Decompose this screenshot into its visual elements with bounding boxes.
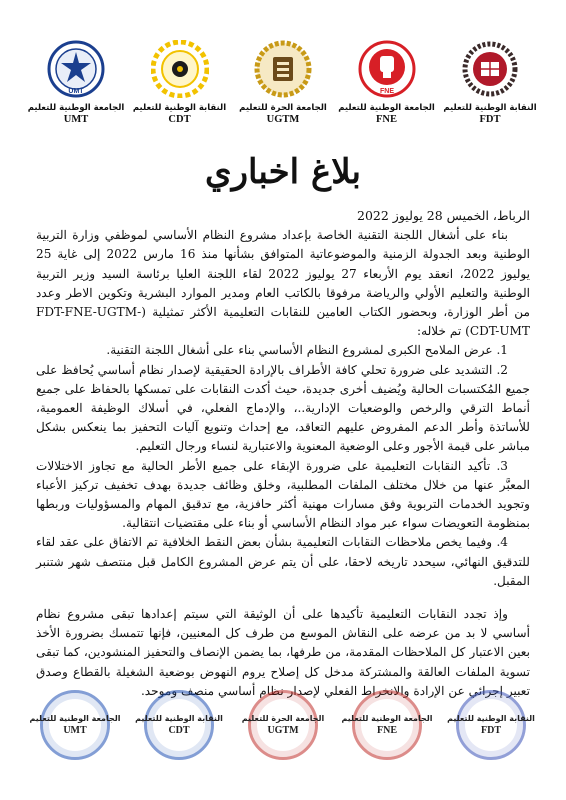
logo-fne-name: الجامعة الوطنية للتعليم xyxy=(338,103,435,113)
logo-umt-name: الجامعة الوطنية للتعليم xyxy=(27,103,125,113)
intro-unions: FDT-FNE-UGTM-CDT-UMT xyxy=(36,305,530,339)
union-logos-header xyxy=(28,40,538,140)
umt-emblem-icon xyxy=(47,40,105,98)
logo-umt xyxy=(28,40,124,140)
logo-cdt-abbr: CDT xyxy=(168,114,191,125)
intro-end: ) تم خلاله: xyxy=(417,324,470,339)
fdt-emblem-icon xyxy=(461,40,519,98)
svg-text:UMT: UMT xyxy=(68,88,84,95)
svg-text:FNE: FNE xyxy=(379,88,394,95)
stamp-cdt-abbr: CDT xyxy=(168,725,190,736)
stamp-ugtm xyxy=(236,688,330,768)
stamp-cdt-name: النقابة الوطنية للتعليم xyxy=(135,714,223,723)
logo-cdt xyxy=(132,40,228,140)
stamp-cdt xyxy=(132,688,226,768)
logo-fne xyxy=(339,40,435,140)
stamp-fdt xyxy=(444,688,538,768)
logo-fne-abbr: FNE xyxy=(376,114,397,125)
logo-fdt-name: النقابة الوطنية للتعليم xyxy=(443,103,537,113)
closing-paragraph: وإذ تجدد النقابات التعليمية تأكيدها على أن الوثيقة التي سيتم إعدادها تبقى مشروع نظام أساسي لا بد من عرضه على النقاش الموسع من طرف كل المعنيين، فإنها تتمسك بضرورة الأخذ بعين الاعتبار كل الملاحظات المقدمة، من طرفها، بما يضمن الإنصاف والتحفيز المنشودين، كما تبقى تسوية الملفات العالقة والمشتركة مدخل كل إصلاح يروم النهوض بوضعية الشغيلة بالقطاع وصدق تعبير إجرائي عن الإرادة والانخراط الفعلي لإصدار نظام أساسي منصف وموحد. xyxy=(36,607,530,698)
cdt-emblem-icon xyxy=(151,40,209,98)
document-title: بلاغ اخباري xyxy=(205,152,361,192)
stamp-umt-name: الجامعة الوطنية للتعليم xyxy=(29,714,121,723)
intro-text: بناء على أشغال اللجنة التقنية الخاصة بإعداد مشروع النظام الأساسي لموظفي وزارة التربية الوطنية وبعد الجدولة الزمنية والموضوعاتية المتوافق بشأنها منذ 16 مارس 2022 إلى غاية 25 يوليوز 2022، انعقد يوم الأربعاء 27 يوليوز 2022 لقاء اللجنة العليا برئاسة السيد وزير التربية الوطنية والتعليم الأولي والرياضة مرفوقا بالكاتب العام ومدير الموارد البشرية وتكوين الاطر وعدد من أطر الوزارة، وبحضور الكتاب العامين للنقابات التعليمية الأكثر تمثيلية ( xyxy=(36,228,530,320)
list-item: 4. وفيما يخص ملاحظات النقابات التعليمية بشأن بعض النقط الخلافية تم الاتفاق على عقد لقاء للتدقيق النهائي، سيحدد تاريخه لاحقا، على أن يتم عرض المشروع الكامل قبل منتصف شهر شتنبر المقبل. xyxy=(36,535,530,588)
logo-umt-abbr: UMT xyxy=(63,114,89,125)
stamp-fdt-abbr: FDT xyxy=(481,725,501,736)
logo-fdt xyxy=(442,40,538,140)
fne-emblem-icon xyxy=(358,40,416,98)
stamp-fne xyxy=(340,688,434,768)
logo-ugtm-name: الجامعة الحرة للتعليم xyxy=(239,103,327,113)
logo-cdt-name: النقابة الوطنية للتعليم xyxy=(132,103,227,113)
list-item: 2. التشديد على ضرورة تحلي كافة الأطراف بالإرادة الحقيقية لإصدار نظام أساسي يُحافظ على جميع المُكتسبات الحالية ويُضيف أخرى جديدة، حيث أكدت النقابات على تمسكها بالحفاظ على جميع أنماط الترقي والرخص والوضعيات الإدارية..، والإدماج الفعلي، في أسلاك الوظيفة العمومية، للأساتذة وأطر الدعم المفروض عليهم التعاقد، مع إحداث وتنويع آليات التحفيز بما ينعكس بشكل مباشر على قيمة الأجور وعلى الوضعية المعنوية والاعتبارية لنساء ورجال التعليم. xyxy=(36,362,530,454)
document-body xyxy=(36,206,530,701)
dateline: الرباط، الخميس 28 يوليوز 2022 xyxy=(357,208,530,223)
stamp-ugtm-abbr: UGTM xyxy=(267,725,299,736)
list-item: 3. تأكيد النقابات التعليمية على ضرورة الإبقاء على جميع الأطر الحالية مع تجاوز الاختلالات المعبَّر عنها من خلال مختلف الملفات المطلبية، وخلق وظائف جديدة بهدف تخفيف تركيز الأعباء وتجويد الخدمات التربوية وفق مسارات مهنية أكثر حافزية، مع تدقيق المهام والمسؤوليات وربطها بمنظومة التعويضات سواء عبر مواد النظام الأساسي أو بناء على مقتضيات انتقالية. xyxy=(36,458,530,531)
stamp-fne-abbr: FNE xyxy=(377,725,397,736)
stamp-fdt-name: النقابة الوطنية للتعليم xyxy=(447,714,535,723)
stamp-umt-abbr: UMT xyxy=(63,725,87,736)
ugtm-emblem-icon xyxy=(254,40,312,98)
signature-stamps xyxy=(28,688,538,768)
intro-paragraph xyxy=(36,226,530,341)
logo-ugtm-abbr: UGTM xyxy=(266,114,300,125)
stamp-ugtm-name: الجامعة الحرة للتعليم xyxy=(241,714,325,723)
stamp-fne-name: الجامعة الوطنية للتعليم xyxy=(341,714,433,723)
logo-fdt-abbr: FDT xyxy=(479,114,501,125)
list-item: 1. عرض الملامح الكبرى لمشروع النظام الأساسي بناء على أشغال اللجنة التقنية. xyxy=(106,343,508,358)
logo-ugtm xyxy=(235,40,331,140)
stamp-umt xyxy=(28,688,122,768)
